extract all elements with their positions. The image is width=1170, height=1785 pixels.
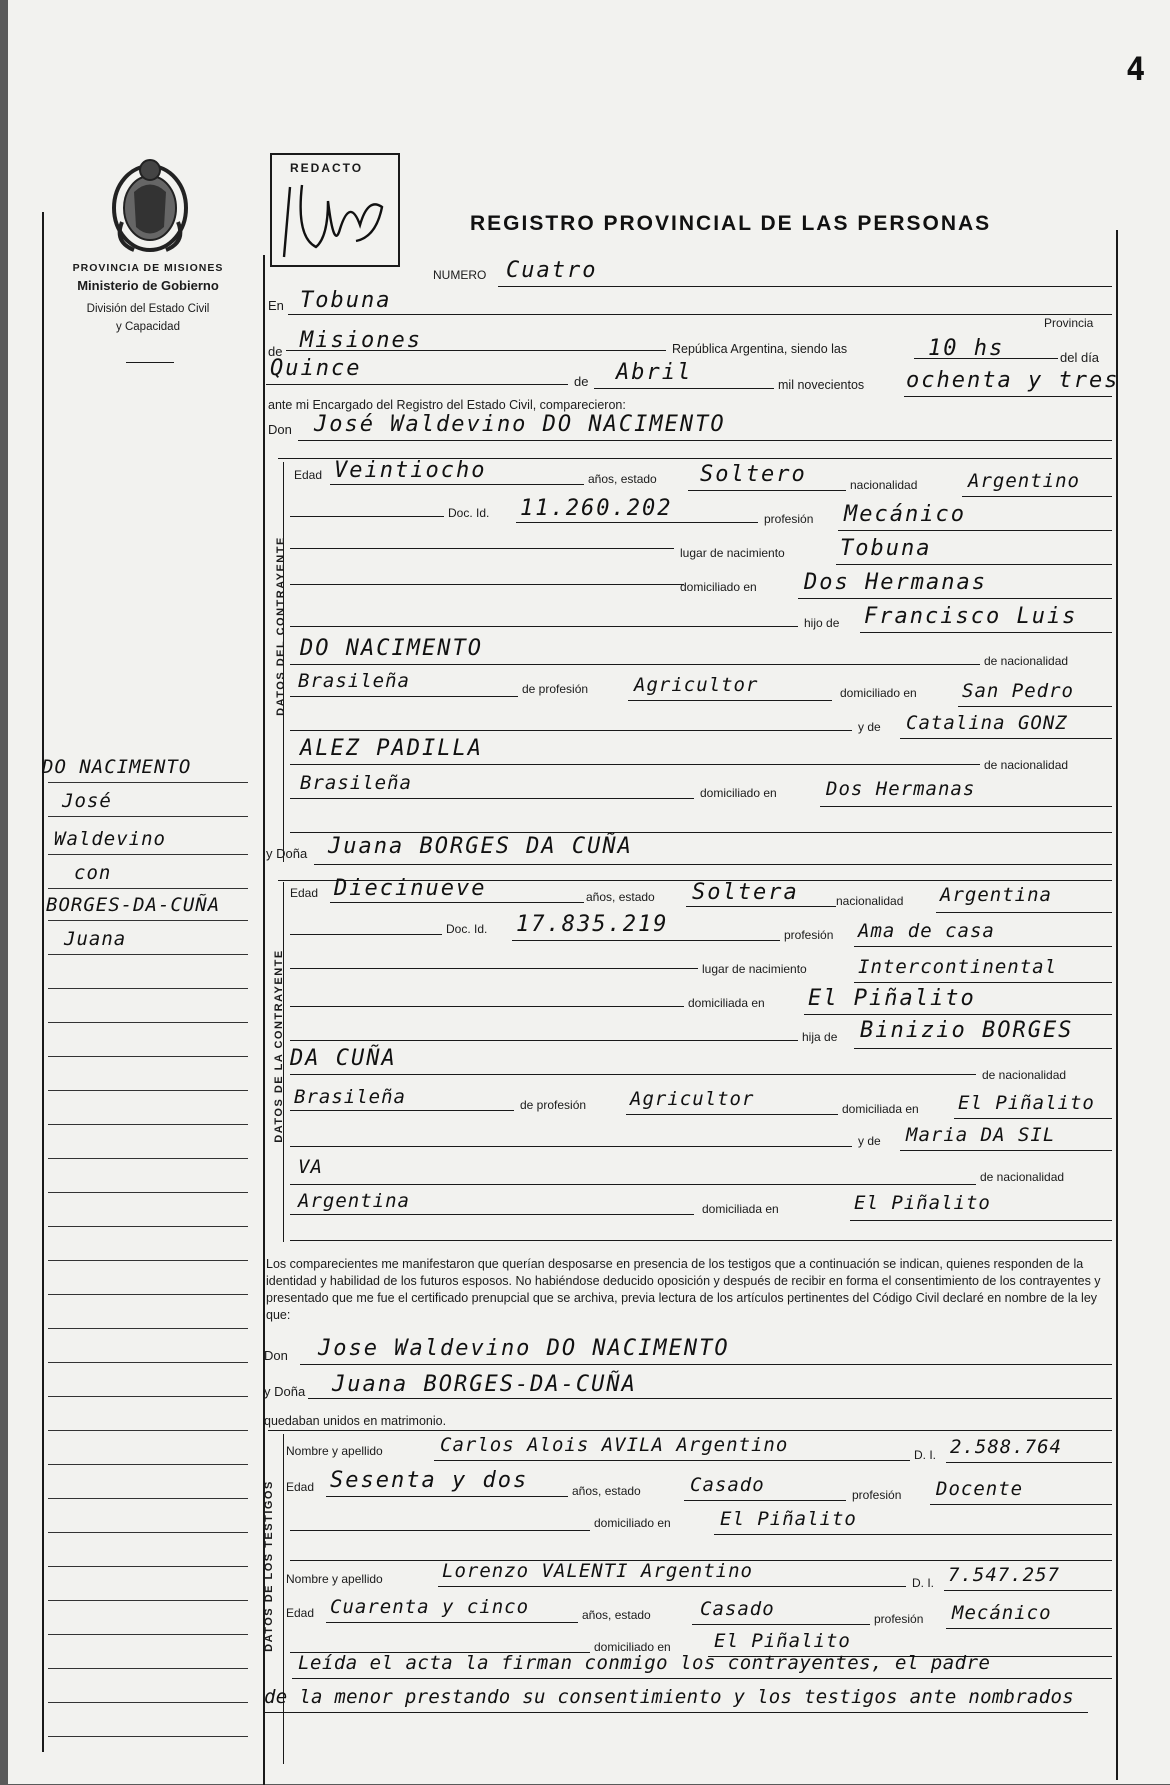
division-label-2: y Capacidad <box>116 321 180 333</box>
witness-section-label: DATOS DE LOS TESTIGOS <box>263 1480 275 1652</box>
anos-estado-label: años, estado <box>588 472 657 486</box>
groom-profession: Mecánico <box>844 502 966 527</box>
doc-label: Doc. Id. <box>448 506 490 520</box>
witness1-age: Sesenta y dos <box>330 1468 529 1493</box>
coat-of-arms-emblem <box>104 152 196 256</box>
bride-profession: Ama de casa <box>858 920 995 942</box>
witness2-age: Cuarenta y cinco <box>330 1596 530 1618</box>
provincia-label: Provincia <box>1044 316 1094 330</box>
domiciliado-label: domiciliado en <box>680 580 757 594</box>
margin-note-3: Waldevino <box>54 828 166 850</box>
anos-estado-label-w1: años, estado <box>572 1484 641 1498</box>
lugar-nacimiento-label-f: lugar de nacimiento <box>702 962 807 976</box>
edad-label-w1: Edad <box>286 1480 315 1494</box>
groom-mother-address: Dos Hermanas <box>826 778 976 800</box>
groom-address: Dos Hermanas <box>804 570 987 595</box>
domiciliado-en-label-2: domiciliado en <box>700 786 777 800</box>
de-profesion-label-f: de profesión <box>520 1098 587 1112</box>
don-label-2: Don <box>264 1348 288 1363</box>
de-nacionalidad-label-f: de nacionalidad <box>982 1068 1067 1082</box>
groom-name-2: Jose Waldevino DO NACIMENTO <box>318 1336 730 1361</box>
nombre-apellido-label-2: Nombre y apellido <box>286 1572 383 1586</box>
domiciliado-label-w1: domiciliado en <box>594 1516 671 1530</box>
witness1-address: El Piñalito <box>720 1508 857 1530</box>
bride-address: El Piñalito <box>808 986 976 1011</box>
margin-note-5: BORGES-DA-CUÑA <box>46 894 221 916</box>
witness2-address: El Piñalito <box>714 1630 851 1652</box>
groom-section-label: DATOS DEL CONTRAYENTE <box>275 536 287 716</box>
province-label: PROVINCIA DE MISIONES <box>72 262 224 274</box>
margin-note-6: Juana <box>64 928 127 950</box>
groom-status: Soltero <box>700 462 807 487</box>
groom-mother-name-2: ALEZ PADILLA <box>300 736 483 761</box>
y-de-label-f: y de <box>858 1134 881 1148</box>
registry-title: REGISTRO PROVINCIAL DE LAS PERSONAS <box>470 212 992 235</box>
profesion-label-w1: profesión <box>852 1488 902 1502</box>
anos-estado-label-w2: años, estado <box>582 1608 651 1622</box>
groom-father-nationality: Brasileña <box>298 670 410 692</box>
de-profesion-label: de profesión <box>522 682 589 696</box>
nacionalidad-label-f: nacionalidad <box>836 894 904 908</box>
de-nacionalidad-label: de nacionalidad <box>984 654 1069 668</box>
ministry-label: Ministerio de Gobierno <box>77 278 219 293</box>
bride-mother-name-2: VA <box>298 1156 323 1178</box>
nacionalidad-label: nacionalidad <box>850 478 918 492</box>
mil-novecientos-label: mil novecientos <box>778 378 865 392</box>
domiciliada-en-label: domiciliada en <box>842 1102 919 1116</box>
hijo-de-label: hijo de <box>804 616 840 630</box>
groom-document: 11.260.202 <box>520 496 673 521</box>
groom-father-name-2: DO NACIMENTO <box>300 636 483 661</box>
lugar-nacimiento-label: lugar de nacimiento <box>680 546 785 560</box>
witness2-profession: Mecánico <box>952 1602 1052 1624</box>
profesion-label-f: profesión <box>784 928 834 942</box>
de-nacionalidad-label-2: de nacionalidad <box>984 758 1069 772</box>
di-label-2: D. I. <box>912 1576 935 1590</box>
redacto-box <box>270 153 400 267</box>
del-dia-label: del día <box>1060 350 1100 365</box>
witness1-status: Casado <box>690 1474 765 1496</box>
groom-mother-nationality: Brasileña <box>300 772 412 794</box>
domiciliado-en-label: domiciliado en <box>840 686 917 700</box>
groom-name: José Waldevino DO NACIMENTO <box>314 412 726 437</box>
hija-de-label: hija de <box>802 1030 838 1044</box>
edad-label-f: Edad <box>290 886 319 900</box>
witness1-name: Carlos Alois AVILA Argentino <box>440 1434 789 1456</box>
bride-document: 17.835.219 <box>516 912 669 937</box>
de-label-2: de <box>574 374 589 389</box>
redactor-signature <box>276 177 392 261</box>
numero-value: Cuatro <box>506 258 598 283</box>
province-value: Misiones <box>300 328 422 353</box>
edad-label: Edad <box>294 468 323 482</box>
locality-value: Tobuna <box>300 288 392 313</box>
groom-nationality: Argentino <box>968 470 1080 492</box>
groom-father-address: San Pedro <box>962 680 1074 702</box>
division-label-1: División del Estado Civil <box>86 303 210 315</box>
bride-father-nationality: Brasileña <box>294 1086 406 1108</box>
quedaban-unidos-label: quedaban unidos en matrimonio. <box>264 1414 447 1428</box>
witness2-name: Lorenzo VALENTI Argentino <box>442 1560 753 1582</box>
nombre-apellido-label: Nombre y apellido <box>286 1444 383 1458</box>
bride-age: Diecinueve <box>334 876 487 901</box>
numero-label: NUMERO <box>433 268 487 282</box>
domiciliada-label: domiciliada en <box>688 996 765 1010</box>
day-value: Quince <box>270 356 362 381</box>
profesion-label-w2: profesión <box>874 1612 924 1626</box>
groom-birthplace: Tobuna <box>840 536 932 561</box>
dona-label-2: y Doña <box>264 1384 306 1399</box>
bride-birthplace: Intercontinental <box>858 956 1058 978</box>
di-label: D. I. <box>914 1448 937 1462</box>
groom-age: Veintiocho <box>334 458 487 483</box>
anos-estado-label-f: años, estado <box>586 890 655 904</box>
y-de-label: y de <box>858 720 881 734</box>
bride-father-address: El Piñalito <box>958 1092 1095 1114</box>
de-label: de <box>268 344 283 359</box>
don-label: Don <box>268 422 292 437</box>
bride-name-2: Juana BORGES-DA-CUÑA <box>332 1372 637 1397</box>
domiciliada-en-label-2: domiciliada en <box>702 1202 779 1216</box>
en-label: En <box>268 298 284 313</box>
bride-section-label: DATOS DE LA CONTRAYENTE <box>273 949 285 1143</box>
encargado-label: ante mi Encargado del Registro del Estado Civil, comparecieron: <box>268 398 626 412</box>
bride-father-name-1: Binizio BORGES <box>860 1018 1074 1043</box>
bride-mother-address: El Piñalito <box>854 1192 991 1214</box>
bride-mother-name-1: Maria DA SIL <box>906 1124 1056 1146</box>
bride-status: Soltera <box>692 880 799 905</box>
redacto-label: REDACTO <box>290 161 364 175</box>
profesion-label: profesión <box>764 512 814 526</box>
witness1-profession: Docente <box>936 1478 1024 1500</box>
certificate-page <box>8 0 1170 1784</box>
doc-label-f: Doc. Id. <box>446 922 488 936</box>
bride-mother-nationality: Argentina <box>298 1190 410 1212</box>
closing-line-2: de la menor prestando su consentimiento y los testigos ante nombrados <box>264 1686 1074 1708</box>
republica-label: República Argentina, siendo las <box>672 342 848 356</box>
edad-label-w2: Edad <box>286 1606 315 1620</box>
bride-name: Juana BORGES DA CUÑA <box>328 834 633 859</box>
groom-father-profession: Agricultor <box>634 674 759 696</box>
month-value: Abril <box>616 360 693 385</box>
de-nacionalidad-label-f2: de nacionalidad <box>980 1170 1065 1184</box>
dona-label: y Doña <box>266 846 308 861</box>
domiciliado-label-w2: domiciliado en <box>594 1640 671 1654</box>
margin-note-2: José <box>62 790 112 812</box>
page-number: 4 <box>1126 50 1148 88</box>
year-value: ochenta y tres <box>906 368 1120 393</box>
witness2-status: Casado <box>700 1598 775 1620</box>
groom-father-name-1: Francisco Luis <box>864 604 1078 629</box>
bride-nationality: Argentina <box>940 884 1052 906</box>
margin-note-1: DO NACIMENTO <box>42 756 192 778</box>
margin-note-4: con <box>74 862 112 884</box>
declaration-text: Los comparecientes me manifestaron que querían desposarse en presencia de los testigos que a continuación se indican, quienes responden de la identidad y habilidad de los futuros esposos. No habiéndose deducido oposición y después de recibir en forma el consentimiento de los contrayentes y presentado que me fue el certificado prenupcial que se archiva, previa lectura de los artículos pertinentes del Código Civil declaré en nombre de la ley que: <box>266 1257 1101 1322</box>
bride-father-profession: Agricultor <box>630 1088 755 1110</box>
witness1-document: 2.588.764 <box>950 1436 1062 1458</box>
witness2-document: 7.547.257 <box>948 1564 1060 1586</box>
hour-value: 10 hs <box>928 336 1005 361</box>
closing-line-1: Leída el acta la firman conmigo los contrayentes, el padre <box>298 1652 991 1674</box>
groom-mother-name-1: Catalina GONZ <box>906 712 1068 734</box>
bride-father-name-2: DA CUÑA <box>290 1046 397 1071</box>
